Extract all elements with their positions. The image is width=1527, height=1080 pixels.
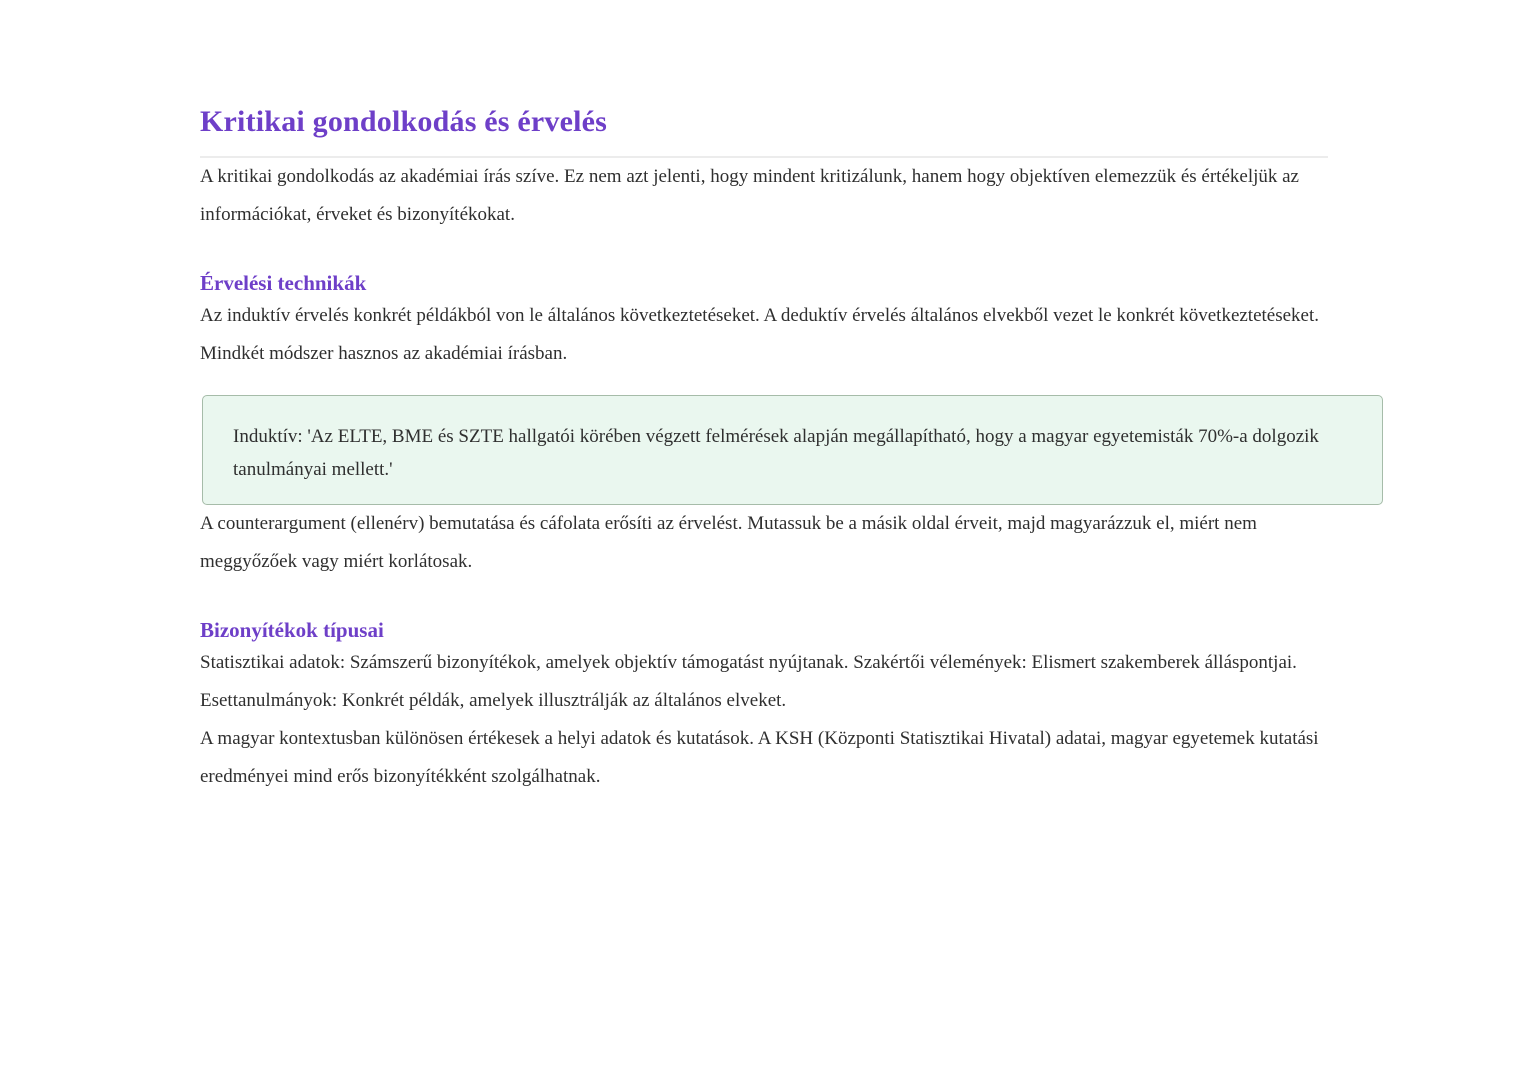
example-callout-text: Induktív: 'Az ELTE, BME és SZTE hallgatói körében végzett felmérések alapján megállapítható, hogy a magyar egyetemisták 70%-a dolgozik tanulmányai mellett.' — [233, 426, 1319, 480]
section2-paragraph-2: A magyar kontextusban különösen értékesek a helyi adatok és kutatások. A KSH (Központi Statisztikai Hivatal) adatai, magyar egyetemek kutatási eredményei mind erős bizonyítékként szolgálhatnak. — [200, 728, 1319, 787]
section-heading-bizonyitekok-tipusai: Bizonyítékok típusai — [200, 618, 384, 642]
intro-paragraph: A kritikai gondolkodás az akadémiai írás szíve. Ez nem azt jelenti, hogy mindent kritizálunk, hanem hogy objektíven elemezzük és értékeljük az információkat, érveket és bizonyítékokat. — [200, 166, 1299, 225]
section2-paragraph-1: Statisztikai adatok: Számszerű bizonyítékok, amelyek objektív támogatást nyújtanak. Szakértői vélemények: Elismert szakemberek álláspontjai. Esettanulmányok: Konkrét példák, amelyek illusztrálják az általános elveket. — [200, 652, 1297, 711]
example-callout-box — [202, 395, 1383, 505]
section1-after-callout-paragraph: A counterargument (ellenérv) bemutatása és cáfolata erősíti az érvelést. Mutassuk be a másik oldal érveit, majd magyarázzuk el, miért nem meggyőzőek vagy miért korlátosak. — [200, 513, 1257, 572]
page-title: Kritikai gondolkodás és érvelés — [200, 105, 608, 138]
section1-paragraph: Az induktív érvelés konkrét példákból von le általános következtetéseket. A deduktív érvelés általános elvekből vezet le konkrét következtetéseket. Mindkét módszer hasznos az akadémiai írásban. — [200, 305, 1320, 364]
section-heading-ervelesi-technikak: Érvelési technikák — [200, 271, 367, 295]
